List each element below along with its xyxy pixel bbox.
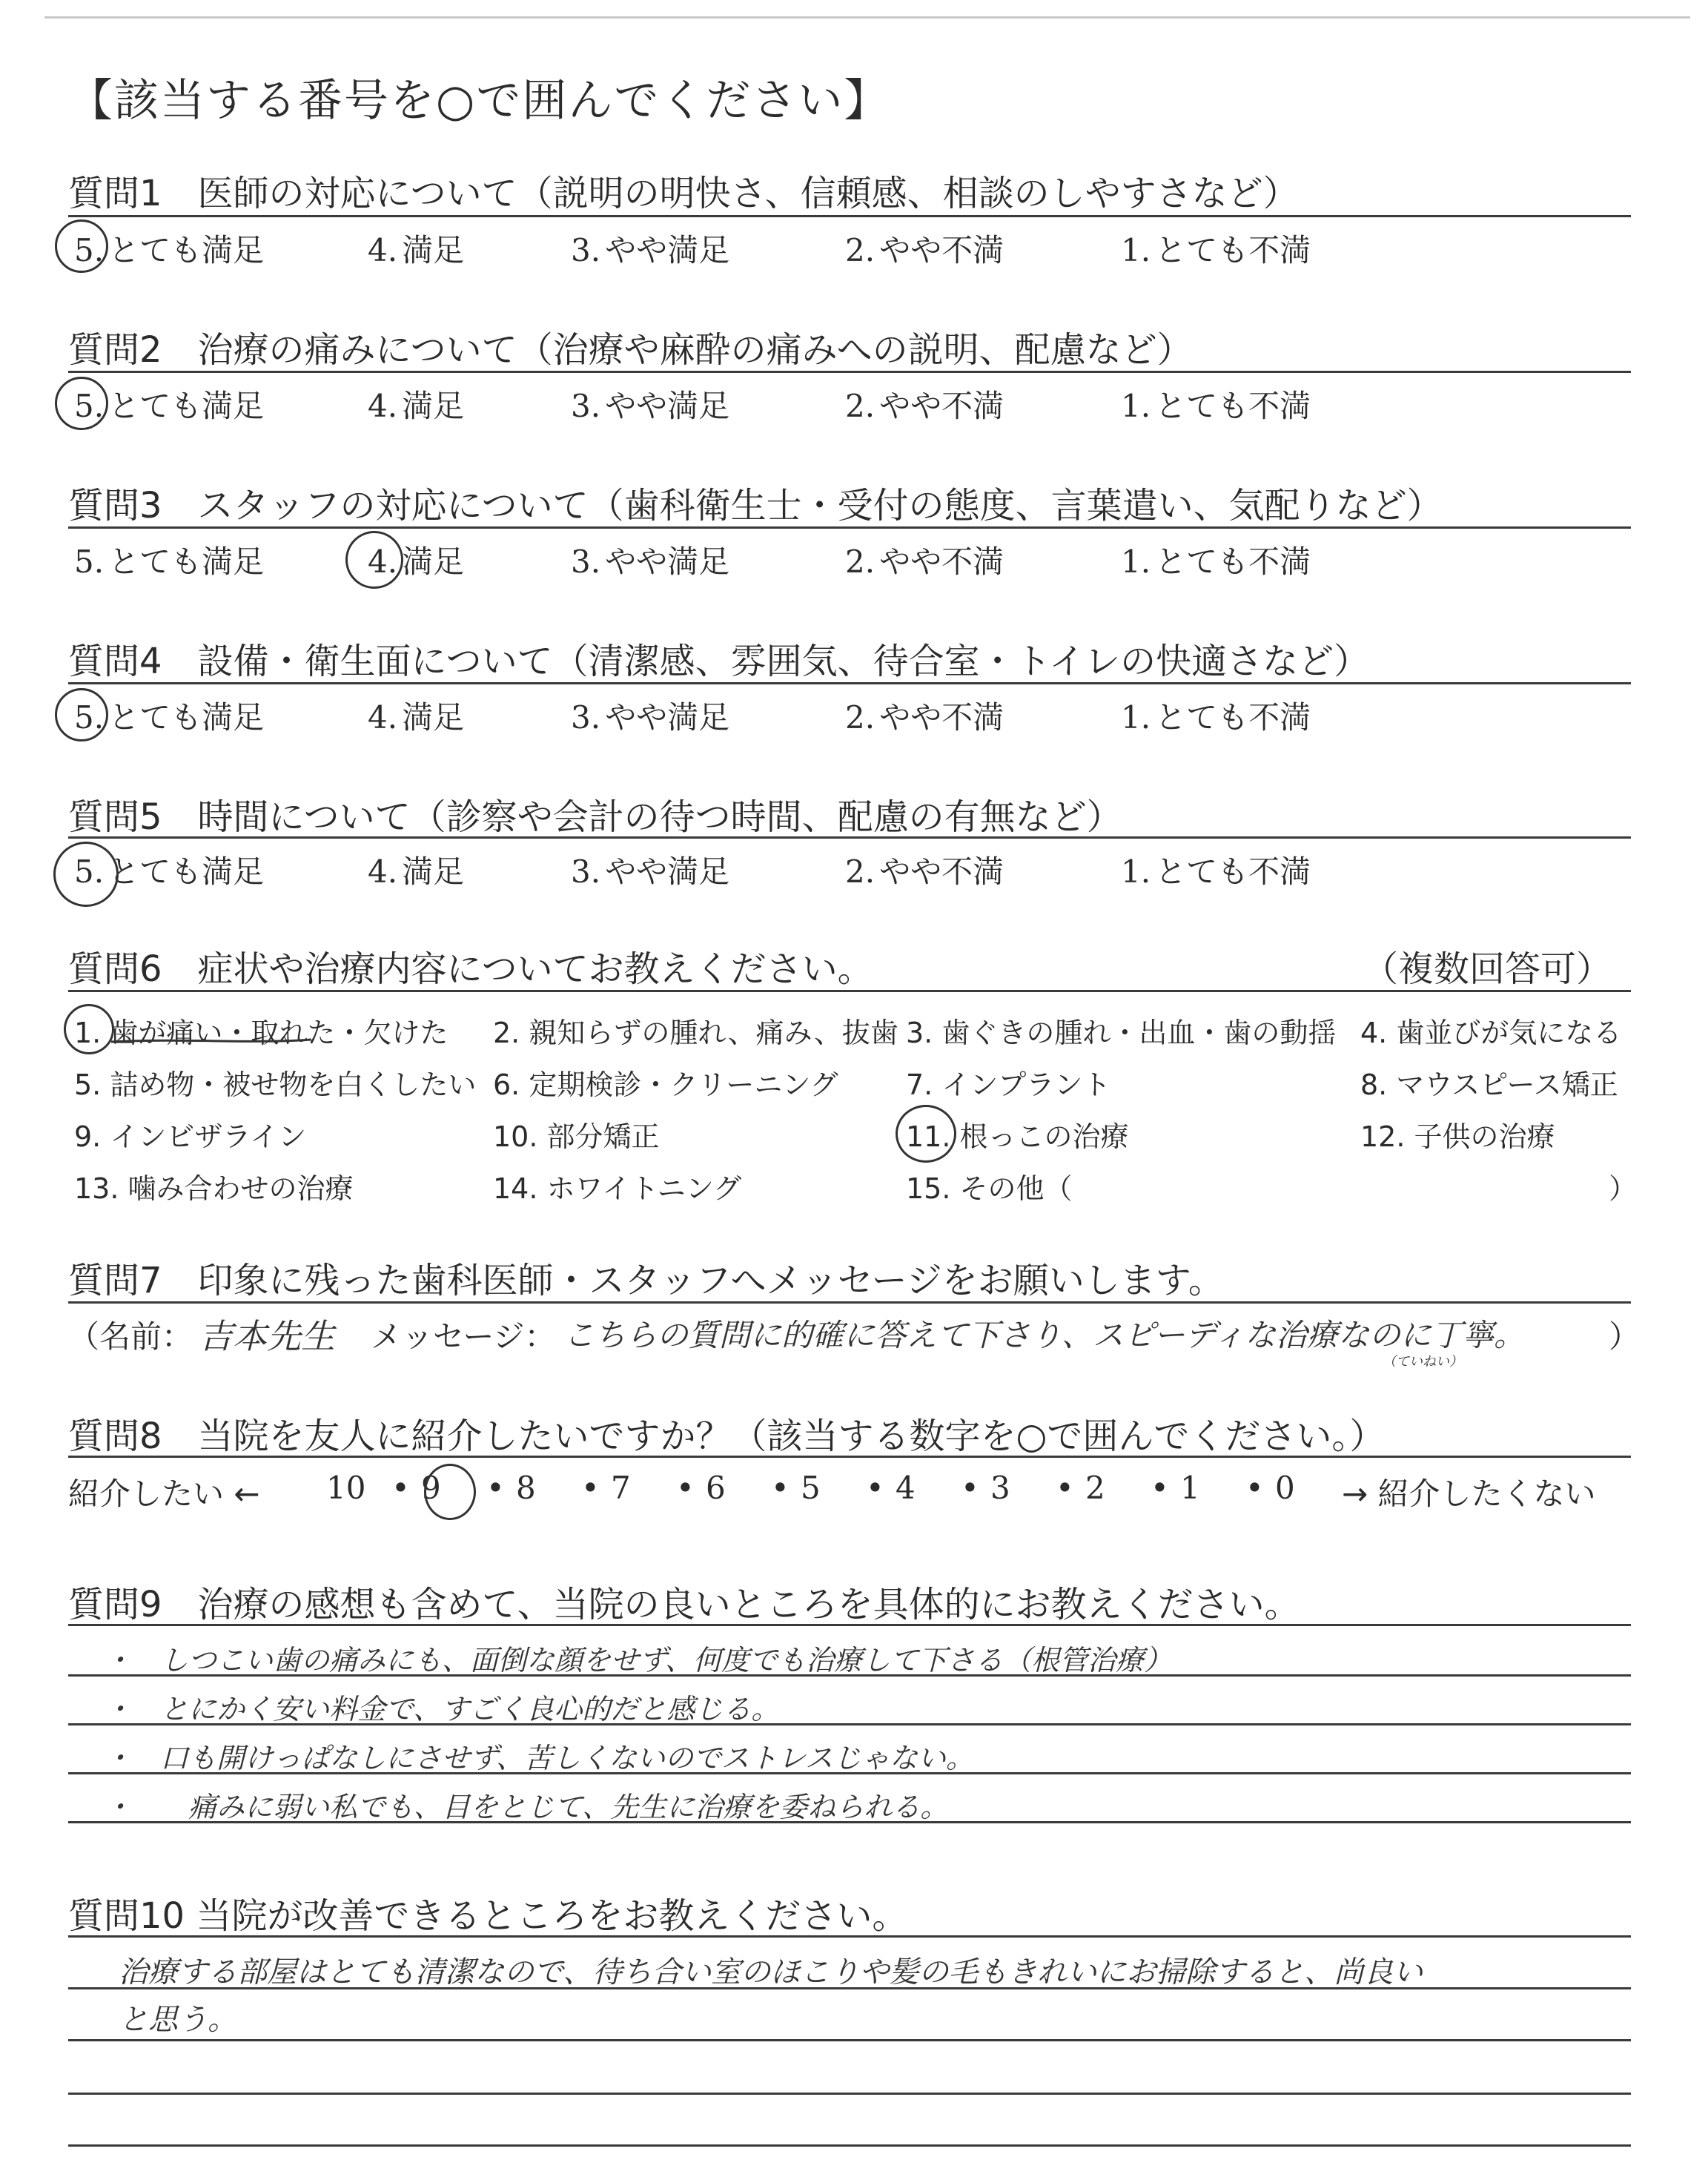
q6-selection-circle-11 (896, 1105, 956, 1163)
q2-option-4[interactable]: 4. 満足 (368, 388, 465, 424)
q8-scale-2[interactable]: 2 (1085, 1470, 1105, 1506)
q6-option-11[interactable]: 11. 根っこの治療 (906, 1120, 1129, 1153)
q8-scale-separator: • (866, 1470, 884, 1506)
q8-scale-7[interactable]: 7 (611, 1470, 631, 1506)
question-4-title: 質問4 設備・衛生面について（清潔感、雰囲気、待合室・トイレの快適さなど） (68, 641, 1370, 682)
q8-scale-10[interactable]: 10 (326, 1470, 366, 1506)
q9-answer-rule-4 (68, 1821, 1631, 1823)
q7-name-label: （名前： (68, 1318, 193, 1355)
q5-option-2[interactable]: 2. やや不満 (845, 853, 1004, 890)
question-3-title: 質問3 スタッフの対応について（歯科衛生士・受付の態度、言葉遣い、気配りなど） (68, 485, 1443, 526)
question-9-rule (68, 1624, 1631, 1626)
question-2-title: 質問2 治療の痛みについて（治療や麻酔の痛みへの説明、配慮など） (68, 329, 1193, 371)
question-1-rule (68, 215, 1631, 217)
q10-answer-line-1[interactable]: 治療する部屋はとても清潔なので、待ち合い室のほこりや髪の毛もきれいにお掃除すると、尚良い (119, 1955, 1423, 1989)
q8-scale-separator: • (1245, 1470, 1264, 1506)
q9-answer-rule-2 (68, 1723, 1631, 1725)
q6-selection-circle-1 (64, 1004, 114, 1054)
question-7-rule (68, 1301, 1631, 1304)
q8-scale-separator: • (1056, 1470, 1074, 1506)
q1-option-1[interactable]: 1. とても不満 (1121, 232, 1311, 268)
q8-scale-separator: • (486, 1470, 505, 1506)
q9-answer-line-1[interactable]: ・ しつこい歯の痛みにも、面倒な顔をせず、何度でも治療して下さる（根管治療） (104, 1644, 1172, 1677)
question-7-title: 質問7 印象に残った歯科医師・スタッフへメッセージをお願いします。 (68, 1260, 1224, 1301)
q7-close-paren: ） (1609, 1318, 1641, 1355)
question-3-rule (68, 526, 1631, 529)
q7-name-value[interactable]: 吉本先生 (199, 1316, 335, 1356)
q8-scale-separator: • (771, 1470, 790, 1506)
q1-option-5[interactable]: 5. とても満足 (74, 232, 265, 268)
q6-option-14[interactable]: 14. ホワイトニング (493, 1172, 742, 1205)
q6-option-2[interactable]: 2. 親知らずの腫れ、痛み、抜歯 (493, 1017, 898, 1049)
q8-scale-8[interactable]: 8 (516, 1470, 536, 1506)
q5-option-3[interactable]: 3. やや満足 (571, 853, 730, 890)
q4-option-2[interactable]: 2. やや不満 (845, 699, 1004, 736)
q8-scale-9[interactable]: 9 (421, 1470, 441, 1506)
q3-option-4[interactable]: 4. 満足 (368, 544, 465, 580)
q8-scale-3[interactable]: 3 (990, 1470, 1010, 1506)
q8-scale-separator: • (676, 1470, 695, 1506)
question-6-title: 質問6 症状や治療内容についてお教えください。 (68, 948, 873, 990)
q2-option-5[interactable]: 5. とても満足 (74, 388, 265, 424)
q6-option-3[interactable]: 3. 歯ぐきの腫れ・出血・歯の動揺 (906, 1017, 1337, 1049)
q8-scale-separator: • (581, 1470, 600, 1506)
q3-option-1[interactable]: 1. とても不満 (1121, 544, 1311, 580)
q9-answer-line-4[interactable]: ・ 痛みに弱い私でも、目をとじて、先生に治療を委ねられる。 (104, 1791, 949, 1823)
question-5-title: 質問5 時間について（診察や会計の待つ時間、配慮の有無など） (68, 796, 1122, 838)
q3-option-3[interactable]: 3. やや満足 (571, 544, 730, 580)
q9-answer-rule-3 (68, 1772, 1631, 1774)
q7-ruby-annotation: （ていねい） (1383, 1354, 1463, 1370)
q1-selection-circle (55, 219, 108, 273)
q8-scale-0[interactable]: 0 (1275, 1470, 1295, 1506)
q9-answer-line-3[interactable]: ・ 口も開けっぱなしにさせず、苦しくないのでストレスじゃない。 (104, 1742, 974, 1774)
q6-option-1[interactable]: 1. 歯が痛い・取れた・欠けた (74, 1017, 448, 1049)
question-2-rule (68, 371, 1631, 373)
q6-option-15[interactable]: 15. その他（ (906, 1172, 1073, 1205)
q5-option-1[interactable]: 1. とても不満 (1121, 853, 1311, 890)
q10-answer-line-2[interactable]: と思う。 (119, 2003, 237, 2037)
q3-option-2[interactable]: 2. やや不満 (845, 544, 1004, 580)
q10-answer-rule-4 (68, 2144, 1631, 2147)
q8-scale-separator: • (961, 1470, 979, 1506)
q8-scale-separator: • (1151, 1470, 1169, 1506)
q3-selection-circle (345, 531, 403, 589)
q4-selection-circle (55, 688, 108, 742)
question-4-rule (68, 682, 1631, 684)
q6-option-5[interactable]: 5. 詰め物・被せ物を白くしたい (74, 1069, 477, 1101)
q8-scale-1[interactable]: 1 (1180, 1470, 1200, 1506)
q4-option-1[interactable]: 1. とても不満 (1121, 699, 1311, 736)
q1-option-3[interactable]: 3. やや満足 (571, 232, 730, 268)
q8-selection-circle (424, 1464, 476, 1520)
q6-option-15-close-paren: ） (1609, 1172, 1638, 1205)
q8-scale-4[interactable]: 4 (896, 1470, 916, 1506)
q4-option-5[interactable]: 5. とても満足 (74, 699, 265, 736)
q2-option-2[interactable]: 2. やや不満 (845, 388, 1004, 424)
q2-option-3[interactable]: 3. やや満足 (571, 388, 730, 424)
question-10-rule (68, 1935, 1631, 1938)
q6-option-12[interactable]: 12. 子供の治療 (1360, 1120, 1555, 1153)
question-8-rule (68, 1456, 1631, 1458)
q3-option-5[interactable]: 5. とても満足 (74, 544, 265, 580)
page-header: 【該当する番号を○で囲んでください】 (68, 75, 890, 127)
q5-option-4[interactable]: 4. 満足 (368, 853, 465, 890)
top-border (44, 16, 1690, 19)
question-8-title: 質問8 当院を友人に紹介したいですか？（該当する数字を○で囲んでください。） (68, 1416, 1386, 1457)
q7-message-value[interactable]: こちらの質問に的確に答えて下さり、スピーディな治療なのに丁寧。 (563, 1317, 1525, 1353)
q6-option-4[interactable]: 4. 歯並びが気になる (1360, 1017, 1622, 1049)
q8-right-label: → 紹介したくない (1342, 1476, 1596, 1512)
q6-option-13[interactable]: 13. 噛み合わせの治療 (74, 1172, 354, 1205)
q6-option-8[interactable]: 8. マウスピース矯正 (1360, 1069, 1618, 1101)
q8-scale-separator: • (391, 1470, 410, 1506)
q6-option-7[interactable]: 7. インプラント (906, 1069, 1111, 1101)
q9-answer-rule-1 (68, 1674, 1631, 1677)
q4-option-3[interactable]: 3. やや満足 (571, 699, 730, 736)
q7-message-label: メッセージ： (371, 1318, 556, 1355)
question-1-title: 質問1 医師の対応について（説明の明快さ、信頼感、相談のしやすさなど） (68, 173, 1299, 214)
question-6-rule (68, 990, 1631, 992)
q1-option-2[interactable]: 2. やや不満 (845, 232, 1004, 268)
q6-option-10[interactable]: 10. 部分矯正 (493, 1120, 660, 1153)
q10-answer-rule-2 (68, 2039, 1631, 2041)
q5-selection-circle (53, 842, 119, 907)
q10-answer-rule-1 (68, 1987, 1631, 1989)
q2-option-1[interactable]: 1. とても不満 (1121, 388, 1311, 424)
q9-answer-line-2[interactable]: ・ とにかく安い料金で、すごく良心的だと感じる。 (104, 1693, 780, 1725)
q8-left-label: 紹介したい ← (68, 1476, 260, 1512)
q10-answer-rule-3 (68, 2093, 1631, 2095)
question-6-note: （複数回答可） (1363, 948, 1612, 990)
q6-option-9[interactable]: 9. インビザライン (74, 1120, 307, 1153)
question-5-rule (68, 836, 1631, 839)
q2-selection-circle (55, 377, 108, 430)
q6-option-6[interactable]: 6. 定期検診・クリーニング (493, 1069, 838, 1101)
question-9-title: 質問9 治療の感想も含めて、当院の良いところを具体的にお教えください。 (68, 1584, 1300, 1625)
question-10-title: 質問10 当院が改善できるところをお教えください。 (68, 1895, 908, 1937)
q1-option-4[interactable]: 4. 満足 (368, 232, 465, 268)
q5-option-5[interactable]: 5. とても満足 (74, 853, 265, 890)
q8-scale-5[interactable]: 5 (801, 1470, 821, 1506)
q4-option-4[interactable]: 4. 満足 (368, 699, 465, 736)
q8-scale-6[interactable]: 6 (706, 1470, 726, 1506)
